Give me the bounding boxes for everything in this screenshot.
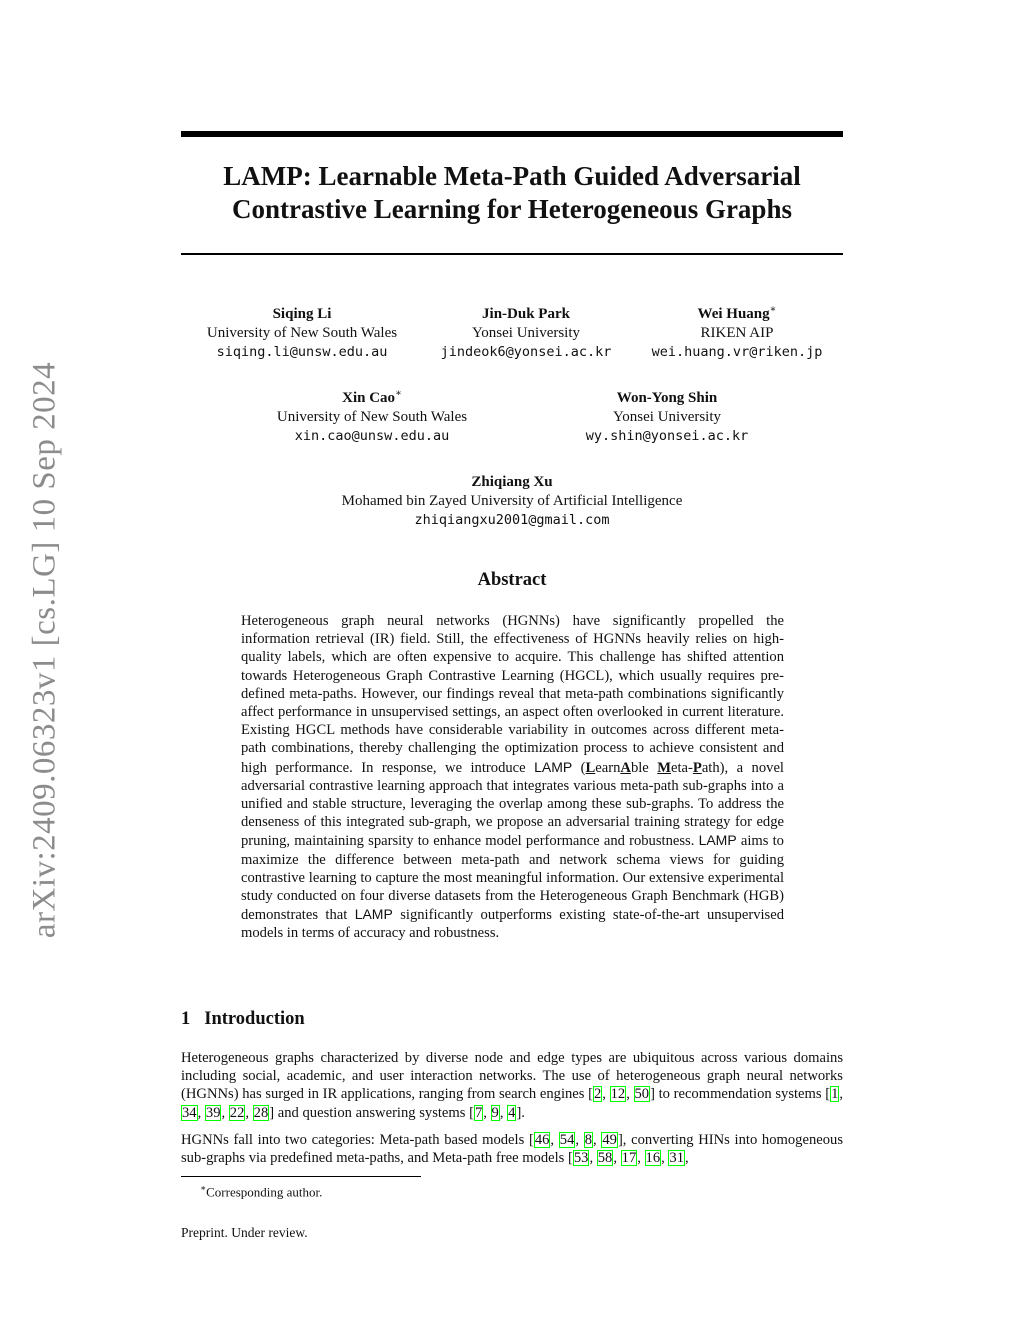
citation-link[interactable]: 7 — [474, 1104, 483, 1121]
citation-link[interactable]: 4 — [508, 1104, 516, 1121]
arxiv-stamp — [20, 355, 70, 945]
citation-link[interactable]: 16 — [645, 1150, 661, 1167]
author-name: Zhiqiang Xu — [471, 474, 553, 490]
citation-link[interactable]: 8 — [584, 1132, 592, 1148]
author-email[interactable]: siqing.li@unsw.edu.au — [216, 344, 388, 360]
author-block — [262, 468, 762, 530]
section-heading-introduction: 1 Introduction — [181, 1009, 305, 1029]
paper-title — [181, 160, 843, 226]
citation-link[interactable]: 50 — [634, 1086, 650, 1103]
author-affiliation: University of New South Wales — [276, 409, 468, 425]
title-top-rule — [181, 131, 843, 137]
citation-link[interactable]: 54 — [559, 1132, 575, 1148]
author-block — [252, 384, 492, 446]
citation-link[interactable]: 39 — [205, 1104, 221, 1121]
abstract-body: Heterogeneous graph neural networks (HGNNs) have significantly propelled the information retrieval (IR) field. Still, the effectiveness of HGNNs heavily relies on high-quality labels, which are often expensive to acquire. This challenge has shifted attention towards Heterogeneous Graph Contrastive Learning (HGCL), which usually requires pre-defined meta-paths. However, our findings reveal that meta-path combinations significantly affect performance in unsupervised settings, an aspect often overlooked in current literature. Existing HGCL methods have considerable variability in outcomes across different meta-path combinations, thereby challenging the optimization process to achieve consistent and high performance. In response, we introduce LAMP (LearnAble Meta-Path), a novel adversarial contrastive learning approach that integrates various meta-path sub-graphs into a unified and stable structure, leveraging the overlap among these sub-graphs. To address the denseness of this integrated sub-graph, we propose an adversarial training strategy for edge pruning, maintaining sparsity to enhance model performance and robustness. LAMP aims to maximize the difference between meta-path and network schema views for guiding contrastive learning to capture the most meaningful information. Our extensive experimental study conducted on four diverse datasets from the Heterogeneous Graph Benchmark (HGB) demonstrates that LAMP significantly outperforms existing state-of-the-art unsupervised models in terms of accuracy and robustness. — [241, 613, 784, 942]
lamp-name: LAMP — [354, 906, 393, 923]
author-block — [416, 300, 636, 362]
citation-link[interactable]: 53 — [573, 1150, 589, 1167]
citation-link[interactable]: 9 — [491, 1104, 499, 1121]
lamp-name: LAMP — [534, 758, 573, 775]
citation-link[interactable]: 34 — [182, 1104, 197, 1121]
preprint-note: Preprint. Under review. — [181, 1225, 308, 1240]
author-affiliation: Yonsei University — [612, 409, 722, 425]
abstract-heading: Abstract — [477, 570, 547, 590]
footnote: ∗Corresponding author. — [200, 1183, 323, 1200]
citation-link[interactable]: 2 — [593, 1086, 602, 1103]
citation-link[interactable]: 31 — [669, 1150, 685, 1167]
citation-link[interactable]: 22 — [229, 1104, 245, 1121]
author-email[interactable]: wei.huang.vr@riken.jp — [651, 344, 823, 360]
citation-link[interactable]: 17 — [621, 1150, 637, 1167]
citation-link[interactable]: 49 — [602, 1132, 617, 1148]
author-email[interactable]: xin.cao@unsw.edu.au — [294, 428, 450, 444]
footnote-rule — [181, 1176, 421, 1177]
arxiv-stamp-text: arXiv:2409.06323v1 [cs.LG] 10 Sep 2024 — [26, 361, 63, 939]
author-name: Jin-Duk Park — [482, 306, 570, 322]
intro-paragraph-1: Heterogeneous graphs characterized by diverse node and edge types are ubiquitous across various domains including social, academic, and user interaction networks. The use of heterogeneous graph neural networks (HGNNs) has surged in IR applications, ranging from search engines [2, 12, 50] to recommendation systems [1, 34, 39, 22, 28] and question answering systems [7, 9, 4]. — [181, 1050, 844, 1121]
author-affiliation: Yonsei University — [471, 325, 581, 341]
author-affiliation: RIKEN AIP — [700, 325, 774, 341]
author-name: Won-Yong Shin — [616, 390, 718, 406]
author-block — [557, 384, 777, 446]
title-line-1: LAMP: Learnable Meta-Path Guided Adversarial — [223, 161, 801, 191]
author-name: Siqing Li — [272, 306, 332, 322]
author-email[interactable]: zhiqiangxu2001@gmail.com — [414, 512, 610, 528]
author-affiliation: Mohamed bin Zayed University of Artificial Intelligence — [341, 493, 683, 509]
citation-link[interactable]: 28 — [253, 1104, 269, 1121]
intro-paragraph-2: HGNNs fall into two categories: Meta-path based models [46, 54, 8, 49], converting HINs into homogeneous sub-graphs via predefined meta-paths, and Meta-path free models [53, 58, 17, 16, 31, — [181, 1132, 843, 1167]
author-email[interactable]: jindeok6@yonsei.ac.kr — [440, 344, 612, 360]
author-name: Wei Huang∗ — [697, 304, 777, 322]
citation-link[interactable]: 1 — [831, 1086, 839, 1103]
title-bottom-rule — [181, 253, 843, 255]
author-affiliation: University of New South Wales — [206, 325, 398, 341]
lamp-name: LAMP — [698, 832, 737, 849]
title-line-2: Contrastive Learning for Heterogeneous Graphs — [232, 194, 792, 224]
citation-link[interactable]: 12 — [610, 1086, 626, 1103]
author-email[interactable]: wy.shin@yonsei.ac.kr — [585, 428, 749, 444]
author-name: Xin Cao∗ — [342, 388, 402, 406]
author-block — [182, 300, 422, 362]
citation-link[interactable]: 46 — [534, 1132, 550, 1148]
author-block — [632, 300, 842, 362]
citation-link[interactable]: 58 — [597, 1150, 613, 1167]
